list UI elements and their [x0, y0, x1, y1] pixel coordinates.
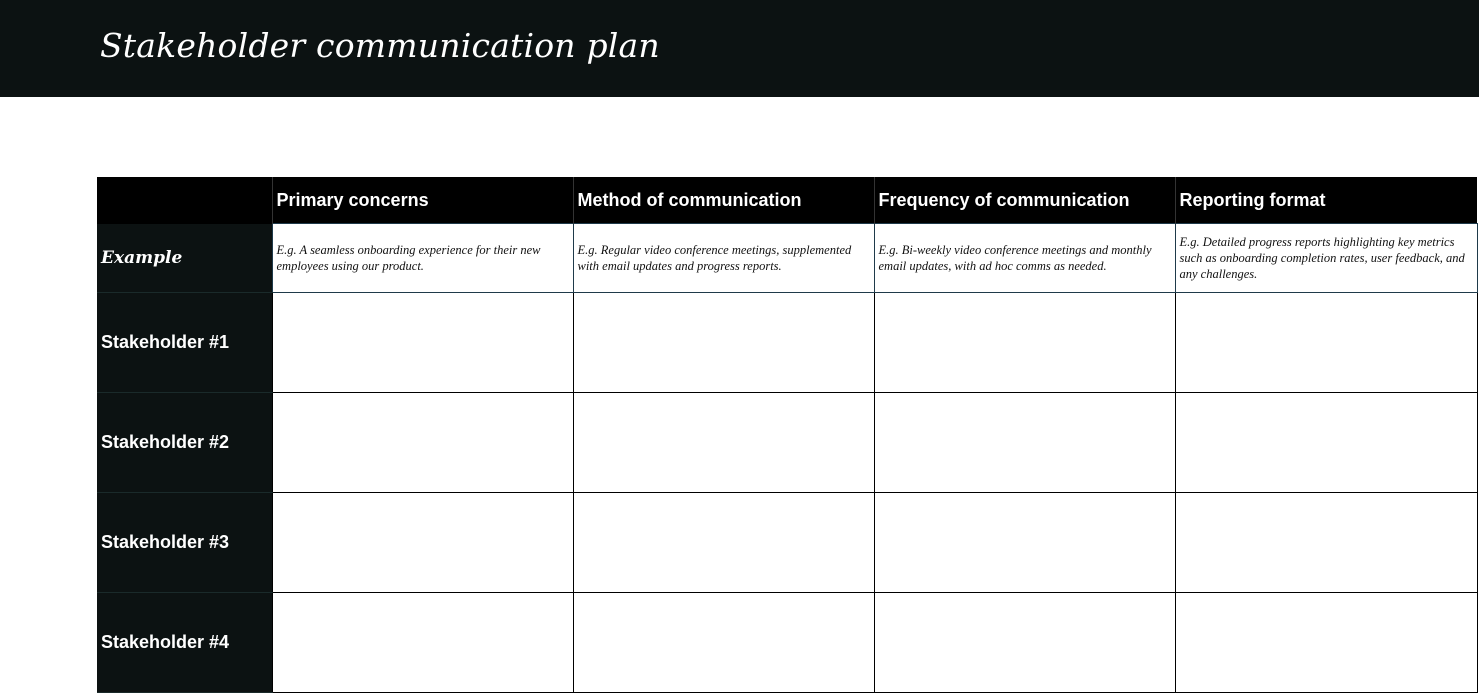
communication-plan-table: [97, 177, 1478, 693]
table-cell[interactable]: [874, 593, 1175, 693]
column-header-reporting-format: Reporting format: [1175, 177, 1477, 224]
table-cell[interactable]: [272, 593, 573, 693]
example-cell[interactable]: E.g. Detailed progress reports highlighting key metrics such as onboarding completion rates, user feedback, and any challenges.: [1175, 224, 1477, 293]
table-cell[interactable]: [272, 293, 573, 393]
table-cell[interactable]: [573, 593, 874, 693]
column-header-primary-concerns: Primary concerns: [272, 177, 573, 224]
example-row: [97, 224, 1477, 293]
example-cell[interactable]: E.g. A seamless onboarding experience for their new employees using our product.: [272, 224, 573, 293]
row-label-stakeholder: Stakeholder #3: [97, 493, 272, 593]
row-label-example: Example: [97, 224, 272, 293]
table-cell[interactable]: [1175, 293, 1477, 393]
row-label-stakeholder: Stakeholder #4: [97, 593, 272, 693]
example-cell[interactable]: E.g. Bi-weekly video conference meetings and monthly email updates, with ad hoc comms as needed.: [874, 224, 1175, 293]
table-cell[interactable]: [272, 493, 573, 593]
example-cell[interactable]: E.g. Regular video conference meetings, supplemented with email updates and progress reports.: [573, 224, 874, 293]
stakeholder-row: [97, 293, 1477, 393]
page-title: Stakeholder communication plan: [100, 26, 660, 65]
stakeholder-row: [97, 593, 1477, 693]
table-cell[interactable]: [1175, 593, 1477, 693]
row-label-stakeholder: Stakeholder #1: [97, 293, 272, 393]
header-row: [97, 177, 1477, 224]
corner-cell: [97, 177, 272, 224]
table-cell[interactable]: [1175, 393, 1477, 493]
table-cell[interactable]: [272, 393, 573, 493]
stakeholder-row: [97, 493, 1477, 593]
title-bar: [0, 0, 1479, 97]
row-label-stakeholder: Stakeholder #2: [97, 393, 272, 493]
table-cell[interactable]: [573, 393, 874, 493]
table-cell[interactable]: [573, 293, 874, 393]
table-cell[interactable]: [1175, 493, 1477, 593]
table-cell[interactable]: [874, 293, 1175, 393]
table-cell[interactable]: [874, 393, 1175, 493]
column-header-method: Method of communication: [573, 177, 874, 224]
column-header-frequency: Frequency of communication: [874, 177, 1175, 224]
table-cell[interactable]: [874, 493, 1175, 593]
stakeholder-row: [97, 393, 1477, 493]
table-cell[interactable]: [573, 493, 874, 593]
